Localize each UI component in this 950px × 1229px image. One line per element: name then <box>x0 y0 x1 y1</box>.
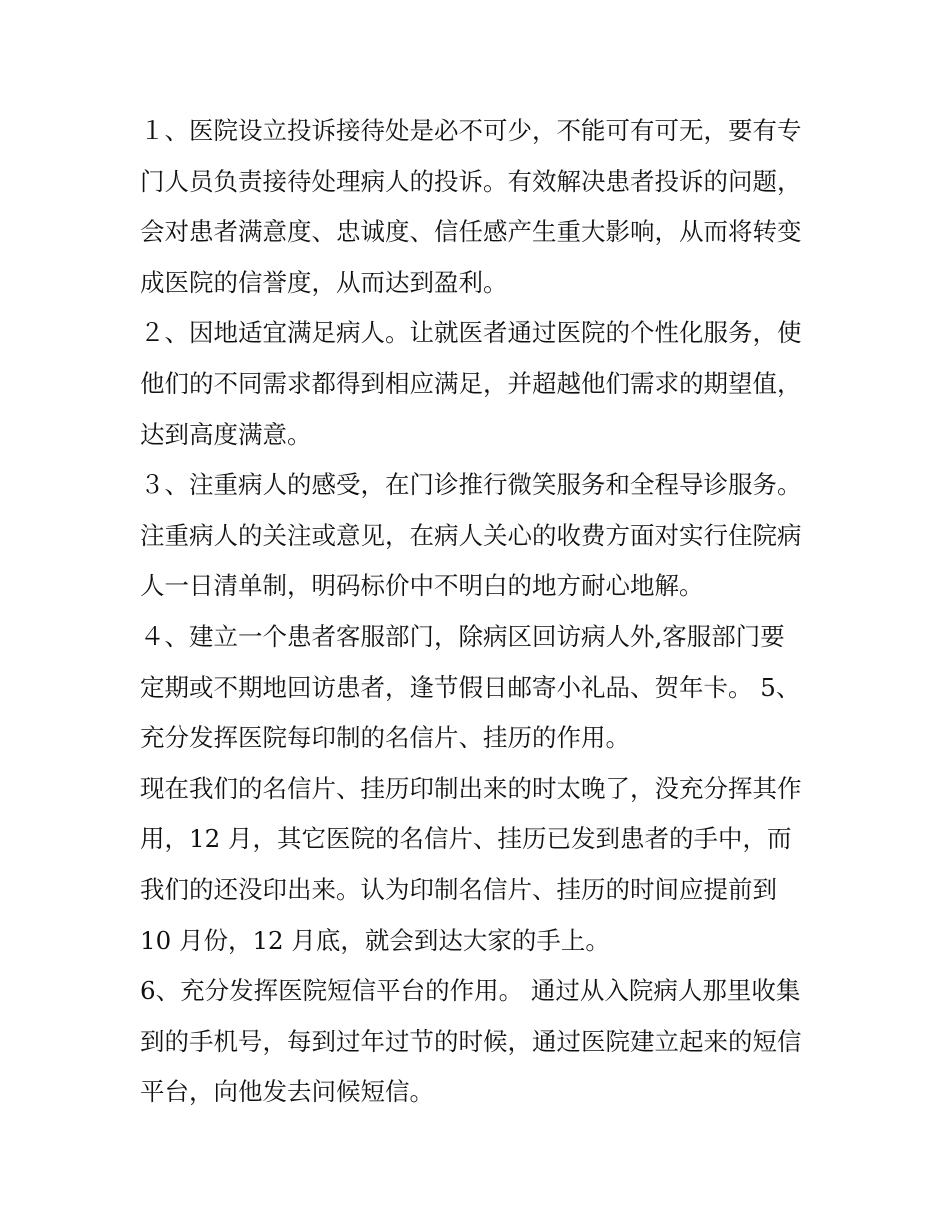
text-line: 注重病人的关注或意见，在病人关心的收费方面对实行住院病 <box>140 520 802 550</box>
text-line: 人一日清单制，明码标价中不明白的地方耐心地解。 <box>140 571 704 601</box>
text-line: 达到高度满意。 <box>140 419 312 449</box>
text-line: 充分发挥医院每印制的名信片、挂历的作用。 <box>140 723 630 753</box>
text-line: 6、充分发挥医院短信平台的作用。 通过从入院病人那里收集 <box>140 976 801 1006</box>
text-line: 用，12 月，其它医院的名信片、挂历已发到患者的手中，而 <box>140 824 792 854</box>
text-line: 成医院的信誉度，从而达到盈利。 <box>140 267 508 297</box>
text-line: １、医院设立投诉接待处是必不可少，不能可有可无，要有专 <box>140 116 802 145</box>
text-line: 现在我们的名信片、挂历印制出来的时太晚了，没充分挥其作 <box>140 773 802 803</box>
text-line: 我们的还没印出来。认为印制名信片、挂历的时间应提前到 <box>140 874 777 904</box>
text-line: 到的手机号，每到过年过节的时候，通过医院建立起来的短信 <box>140 1026 802 1056</box>
text-line: ４、建立一个患者客服部门，除病区回访病人外,客服部门要 <box>140 621 785 651</box>
text-line: 会对患者满意度、忠诚度、信任感产生重大影响，从而将转变 <box>140 217 802 247</box>
text-line: 10 月份，12 月底，就会到达大家的手上。 <box>140 925 610 955</box>
document-body <box>140 106 820 1118</box>
text-line: 门人员负责接待处理病人的投诉。有效解决患者投诉的问题， <box>140 166 802 196</box>
text-line: ３、注重病人的感受，在门诊推行微笑服务和全程导诊服务。 <box>140 470 802 500</box>
text-line: 定期或不期地回访患者，逢节假日邮寄小礼品、贺年卡。 5、 <box>140 672 801 702</box>
text-line: 他们的不同需求都得到相应满足，并超越他们需求的期望值， <box>140 368 802 398</box>
text-line: ２、因地适宜满足病人。让就医者通过医院的个性化服务，使 <box>140 318 802 348</box>
text-line: 平台，向他发去问候短信。 <box>140 1077 434 1107</box>
